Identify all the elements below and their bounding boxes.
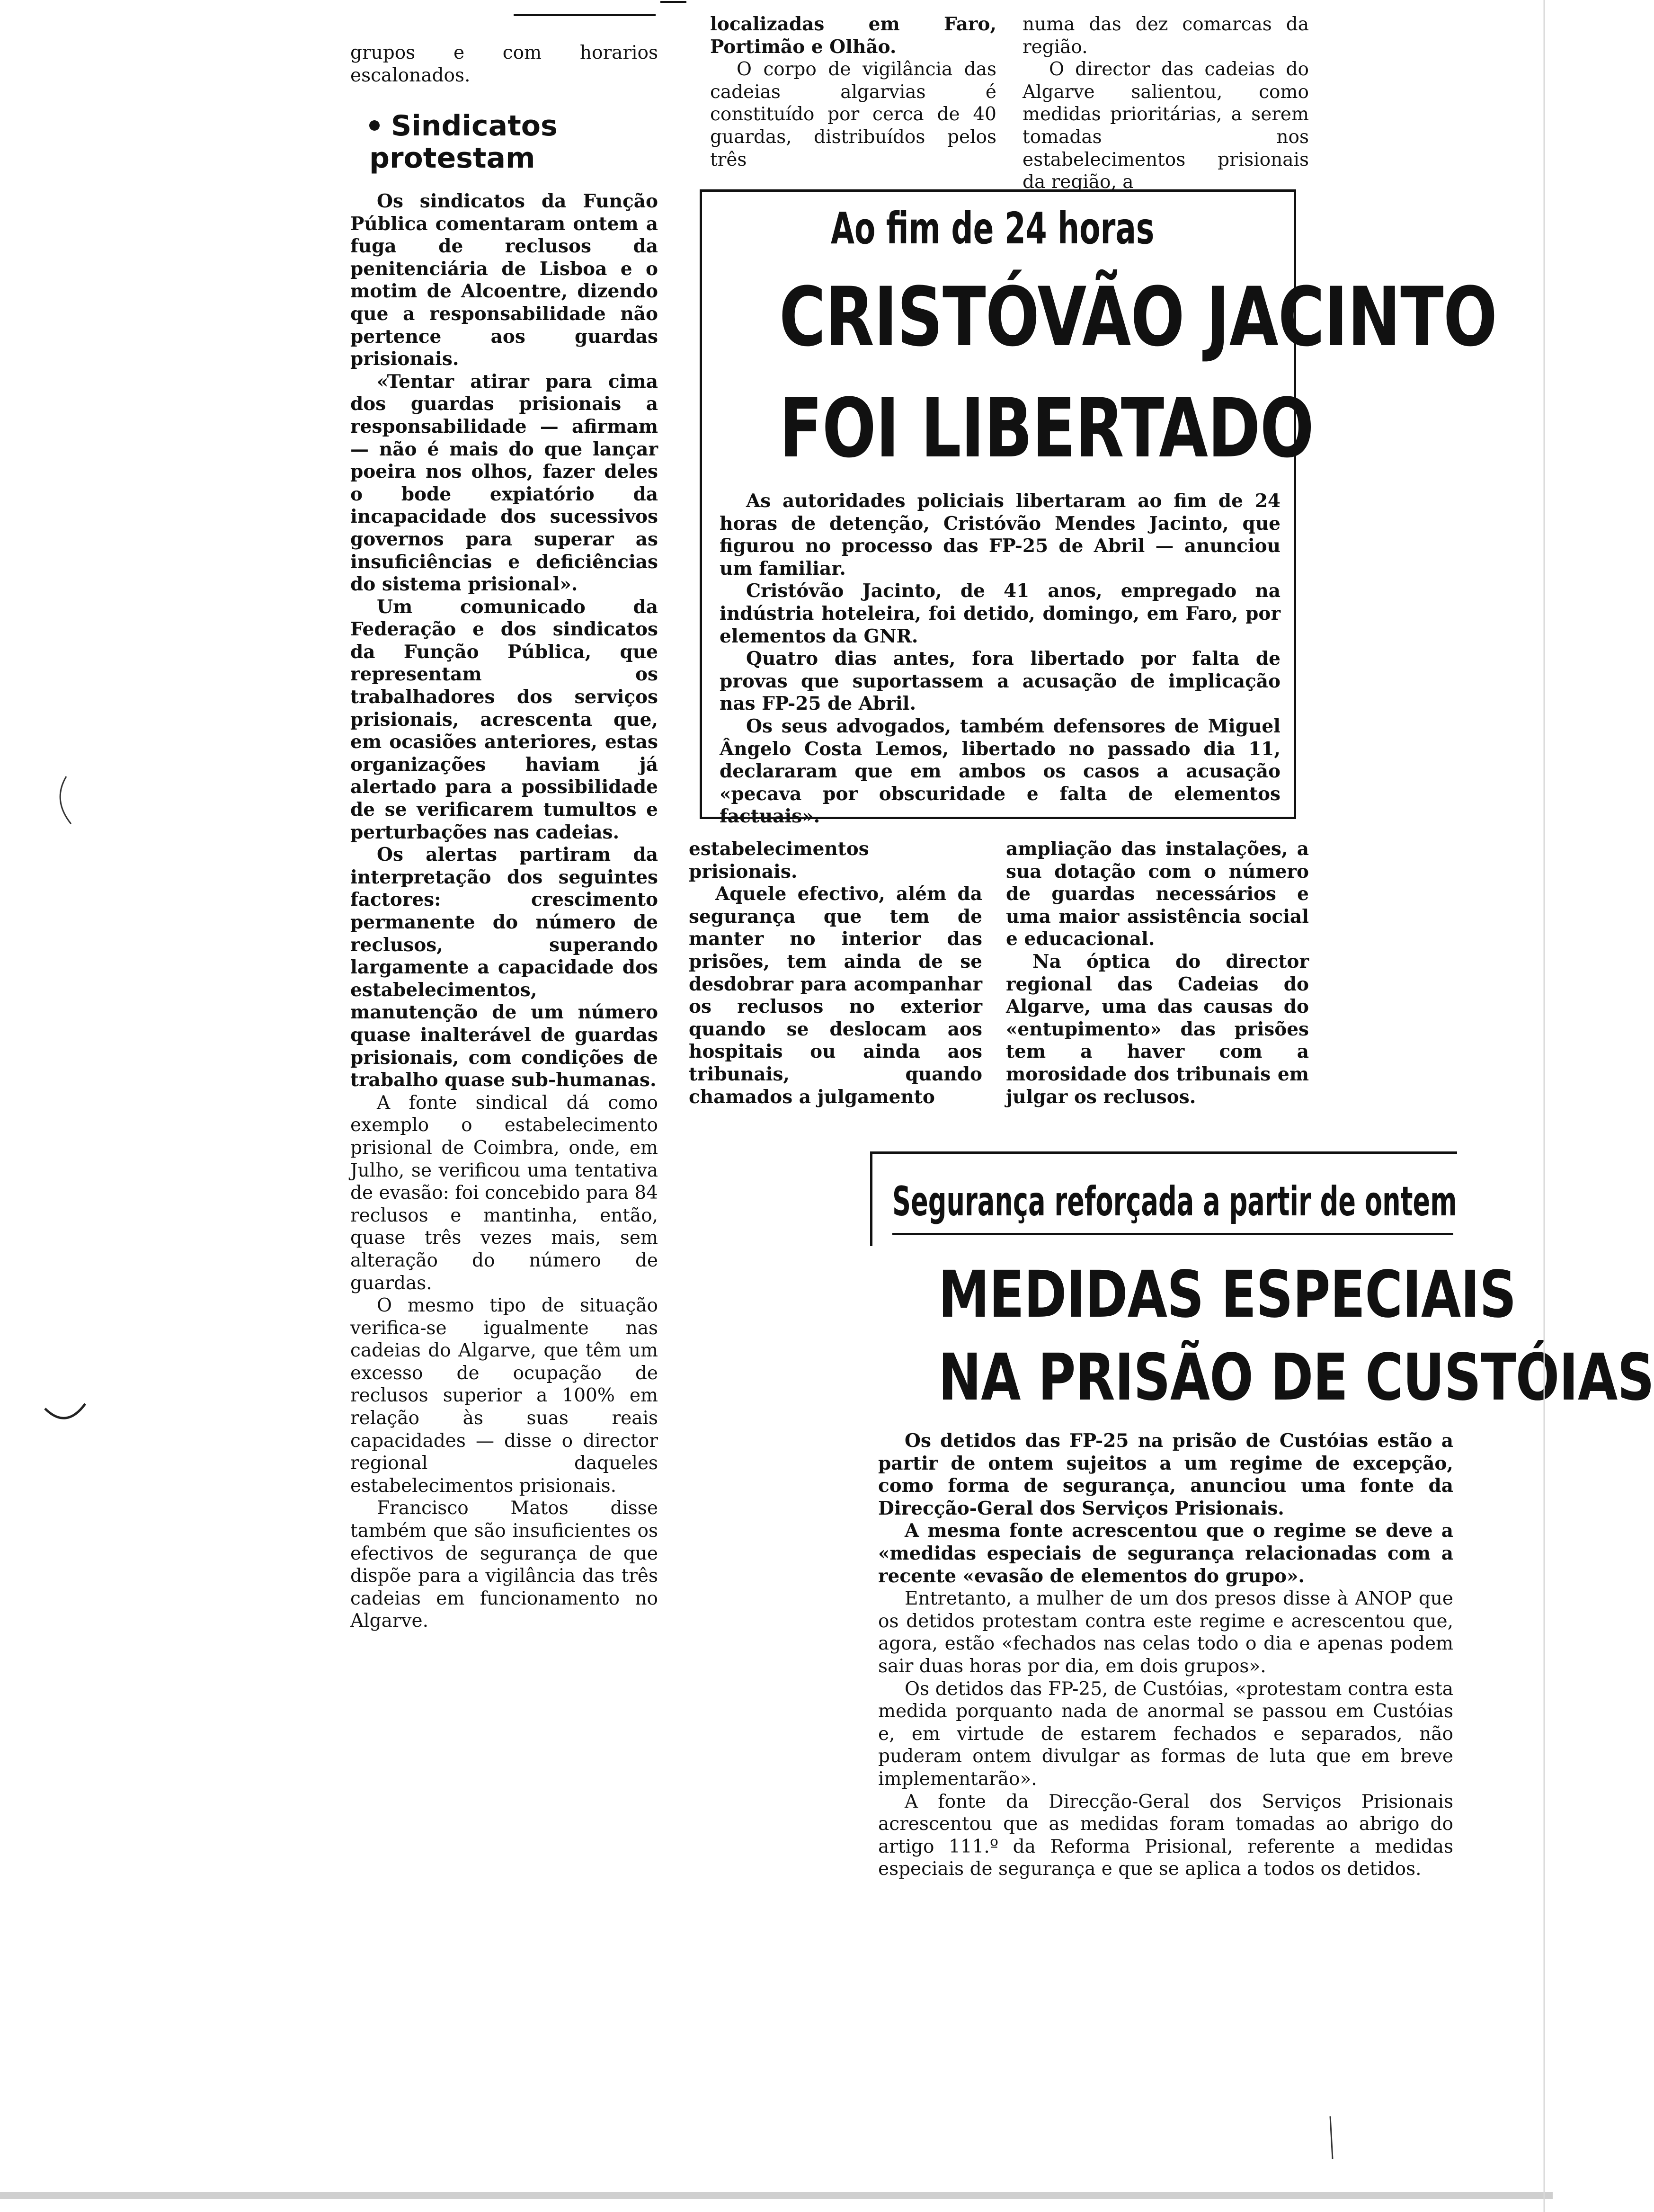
right-top-paragraph-1: numa das dez comarcas da região. <box>1023 14 1309 58</box>
middle-top-paragraph-1: localizadas em Faro, Portimão e Olhão. <box>710 13 996 58</box>
left-paragraph-1: Os sindicatos da Função Pública comentaram ontem a fuga de reclusos da penitenciária de Lisboa e o motim de Alcoentre, dizendo que a responsabilidade não pertence aos guardas prisionais. <box>350 190 658 370</box>
second-article-headline-line-2: NA PRISÃO DE CUSTÓIAS <box>938 1340 1654 1415</box>
middle-bottom-paragraph-1: estabelecimentos prisionais. <box>689 838 869 883</box>
top-rule-left <box>514 14 656 16</box>
bottom-right-mark <box>1330 2116 1333 2159</box>
middle-bottom-paragraph-2: Aquele efectivo, além da segurança que tem de manter no interior das prisões, tem ainda de se desdobrar para acompanhar os reclusos no exterior quando se deslocam aos hospitais ou ainda aos tribunais, quando chamados a julgamento <box>689 883 982 1108</box>
boxed-paragraph-1: As autoridades policiais libertaram ao fim de 24 horas de detenção, Cristóvão Mendes Jacinto, que figurou no processo das FP-25 de Abril — anunciou um familiar. <box>720 490 1281 580</box>
top-rule-right <box>660 1 686 3</box>
bottom-scan-noise <box>0 2192 1553 2199</box>
sindicatos-subheading <box>369 110 634 174</box>
custoias-paragraph-4: Os detidos das FP-25, de Custóias, «protestam contra esta medida porquanto nada de anormal se passou em Custóias e, em virtude de estarem fechados e separados, não puderam ontem divulgar as formas de luta que em breve implementarão». <box>878 1678 1453 1790</box>
left-column-body <box>350 190 658 1632</box>
right-bottom-paragraph-2: Na óptica do director regional das Cadeias do Algarve, uma das causas do «entupimento» das prisões tem a haver com a morosidade dos tribunais em julgar os reclusos. <box>1006 950 1309 1108</box>
left-margin-curve-2 <box>45 1404 85 1418</box>
second-article-kicker: Segurança reforçada a partir de ontem <box>892 1178 1457 1225</box>
second-article-headline-line-1: MEDIDAS ESPECIAIS <box>938 1258 1516 1332</box>
right-bottom-column <box>1006 838 1309 1108</box>
left-paragraph-7: Francisco Matos disse também que são insuficientes os efectivos de segurança de que dispõe para a vigilância das três cadeias em funcionamento no Algarve. <box>350 1498 658 1632</box>
middle-bottom-column <box>689 838 982 1108</box>
left-paragraph-4: Os alertas partiram da interpretação dos seguintes factores: crescimento permanente do número de reclusos, superando largamente a capacidade dos estabelecimentos, manutenção de um número quase inalterável de guardas prisionais, com condições de trabalho quase sub-humanas. <box>350 844 658 1091</box>
middle-top-paragraph-2: O corpo de vigilância das cadeias algarvias é constituído por cerca de 40 guardas, distribuídos pelos três <box>710 59 996 170</box>
middle-top-column <box>710 13 996 171</box>
left-margin-curve-1 <box>60 776 71 824</box>
right-top-paragraph-2: O director das cadeias do Algarve salientou, como medidas prioritárias, a serem tomadas nos estabelecimentos prisionais da região, a <box>1023 59 1309 193</box>
subheading-text: Sindicatos protestam <box>369 109 558 175</box>
left-paragraph-6: O mesmo tipo de situação verifica-se igualmente nas cadeias do Algarve, que têm um excesso de ocupação de reclusos superior a 100% em relação às suas reais capacidades — disse o director regional daqueles estabelecimentos prisionais. <box>350 1295 658 1497</box>
boxed-article-kicker: Ao fim de 24 horas <box>831 203 1155 254</box>
custoias-paragraph-5: A fonte da Direcção-Geral dos Serviços Prisionais acrescentou que as medidas foram tomadas ao abrigo do artigo 111.º da Reforma Prisional, referente a medidas especiais de segurança e que se aplica a todos os detidos. <box>878 1791 1453 1880</box>
second-article-left-rule <box>870 1151 872 1246</box>
left-column <box>350 42 658 87</box>
second-article-body <box>878 1430 1453 1881</box>
left-top-fragment: grupos e com horarios escalonados. <box>350 42 658 86</box>
boxed-article-headline-line-1: CRISTÓVÃO JACINTO <box>779 269 1497 365</box>
bullet-icon <box>369 120 380 131</box>
boxed-article-body <box>720 490 1281 828</box>
right-top-column <box>1023 13 1309 194</box>
custoias-paragraph-3: Entretanto, a mulher de um dos presos disse à ANOP que os detidos protestam contra este regime e acrescentou que, agora, estão «fechados nas celas todo o dia e apenas podem sair duas horas por dia, em dois grupos». <box>878 1588 1453 1677</box>
custoias-paragraph-2: A mesma fonte acrescentou que o regime se deve a «medidas especiais de segurança relacionadas com a recente «evasão de elementos do grupo». <box>878 1520 1453 1587</box>
boxed-paragraph-2: Cristóvão Jacinto, de 41 anos, empregado na indústria hoteleira, foi detido, domingo, em Faro, por elementos da GNR. <box>720 580 1281 647</box>
right-bottom-paragraph-1: ampliação das instalações, a sua dotação com o número de guardas necessários e uma maior assistência social e educacional. <box>1006 838 1309 950</box>
left-paragraph-2: «Tentar atirar para cima dos guardas prisionais a responsabilidade — afirmam — não é mais do que lançar poeira nos olhos, fazer deles o bode expiatório da incapacidade dos sucessivos governos para superar as insuficiências e deficiências do sistema prisional». <box>350 370 658 596</box>
second-article-top-rule <box>870 1151 1457 1154</box>
custoias-paragraph-1: Os detidos das FP-25 na prisão de Custóias estão a partir de ontem sujeitos a um regime de excepção, como forma de segurança, anunciou uma fonte da Direcção-Geral dos Serviços Prisionais. <box>878 1430 1453 1519</box>
boxed-article-headline-line-2: FOI LIBERTADO <box>779 381 1314 476</box>
left-paragraph-5: A fonte sindical dá como exemplo o estabelecimento prisional de Coimbra, onde, em Julho, se verificou uma tentativa de evasão: foi concebido para 84 reclusos e mantinha, então, quase três vezes mais, sem alteração do número de guardas. <box>350 1092 658 1294</box>
boxed-paragraph-4: Os seus advogados, também defensores de Miguel Ângelo Costa Lemos, libertado no passado dia 11, declararam que em ambos os casos a acusação «pecava por obscuridade e falta de elementos factuais». <box>720 715 1281 828</box>
kicker-underline <box>892 1233 1453 1235</box>
boxed-paragraph-3: Quatro dias antes, fora libertado por falta de provas que suportassem a acusação de implicação nas FP-25 de Abril. <box>720 648 1281 715</box>
left-paragraph-3: Um comunicado da Federação e dos sindicatos da Função Pública, que representam os trabalhadores dos serviços prisionais, acrescenta que, em ocasiões anteriores, estas organizações haviam já alertado para a possibilidade de se verificarem tumultos e perturbações nas cadeias. <box>350 596 658 843</box>
